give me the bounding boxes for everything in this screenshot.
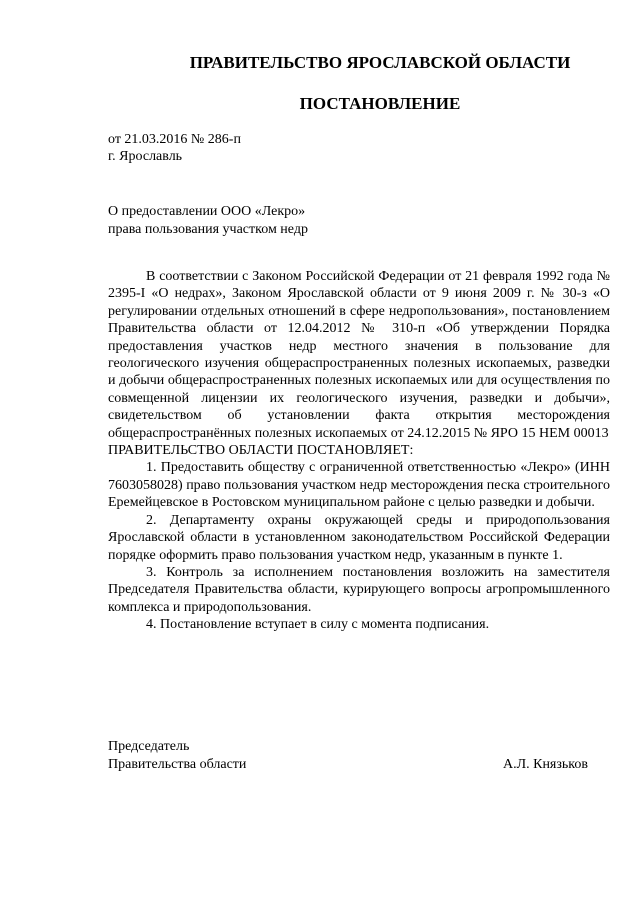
subject-line-2: права пользования участком недр [108, 222, 308, 237]
document-subject [108, 203, 308, 239]
decree-line: ПРАВИТЕЛЬСТВО ОБЛАСТИ ПОСТАНОВЛЯЕТ: [108, 443, 414, 459]
government-title: ПРАВИТЕЛЬСТВО ЯРОСЛАВСКОЙ ОБЛАСТИ [189, 53, 571, 72]
signatory-name: А.Л. Князьков [503, 757, 588, 772]
subject-line-1: О предоставлении ООО «Лекро» [108, 204, 306, 219]
date-number: от 21.03.2016 № 286-п [108, 132, 241, 147]
city: г. Ярославль [108, 149, 183, 164]
document-meta [108, 131, 241, 165]
document-type-title: ПОСТАНОВЛЕНИЕ [299, 94, 461, 113]
preamble-paragraph: В соответствии с Законом Российской Федерации от 21 февраля 1992 года № 2395-I «О недрах», Законом Ярославской области от 9 июня 2009 г. № 30-з «О регулировании отдельных отношений в сфере недропользования», постановлением Правительства области от 12.04.2012 № 310-п «Об утверждении Порядка предоставления участков недр местного значения в пользование для геологического изучения общераспространенных полезных ископаемых, разведки и добычи общераспространенных полезных ископаемых или для осуществления по совмещенной лицензии их геологического изучения, разведки и добычи», свидетельством об установлении факта открытия месторождения общераспространённых полезных ископаемых от 24.12.2015 № ЯРО 15 НЕМ 00013 [108, 269, 610, 441]
item-1: 1. Предоставить обществу с ограниченной ответственностью «Лекро» (ИНН 7603058028) право пользования участком недр месторождения песка строительного Еремейцевское в Ростовском муниципальном районе с целью разведки и добычи. [108, 460, 610, 511]
signatory-position-line-2: Правительства области [108, 757, 247, 772]
item-3: 3. Контроль за исполнением постановления возложить на заместителя Председателя Правительства области, курирующего вопросы агропромышленного комплекса и природопользования. [108, 564, 610, 615]
document-body [108, 268, 610, 634]
item-2: 2. Департаменту охраны окружающей среды и природопользования Ярославской области в установленном законодательством Российской Федерации порядке оформить право пользования участком недр, указанным в пункте 1. [108, 512, 610, 563]
signature-block [108, 738, 588, 774]
signature-row [108, 756, 588, 774]
item-4: 4. Постановление вступает в силу с момента подписания. [146, 617, 490, 633]
signatory-position-line-1: Председатель [108, 739, 190, 754]
